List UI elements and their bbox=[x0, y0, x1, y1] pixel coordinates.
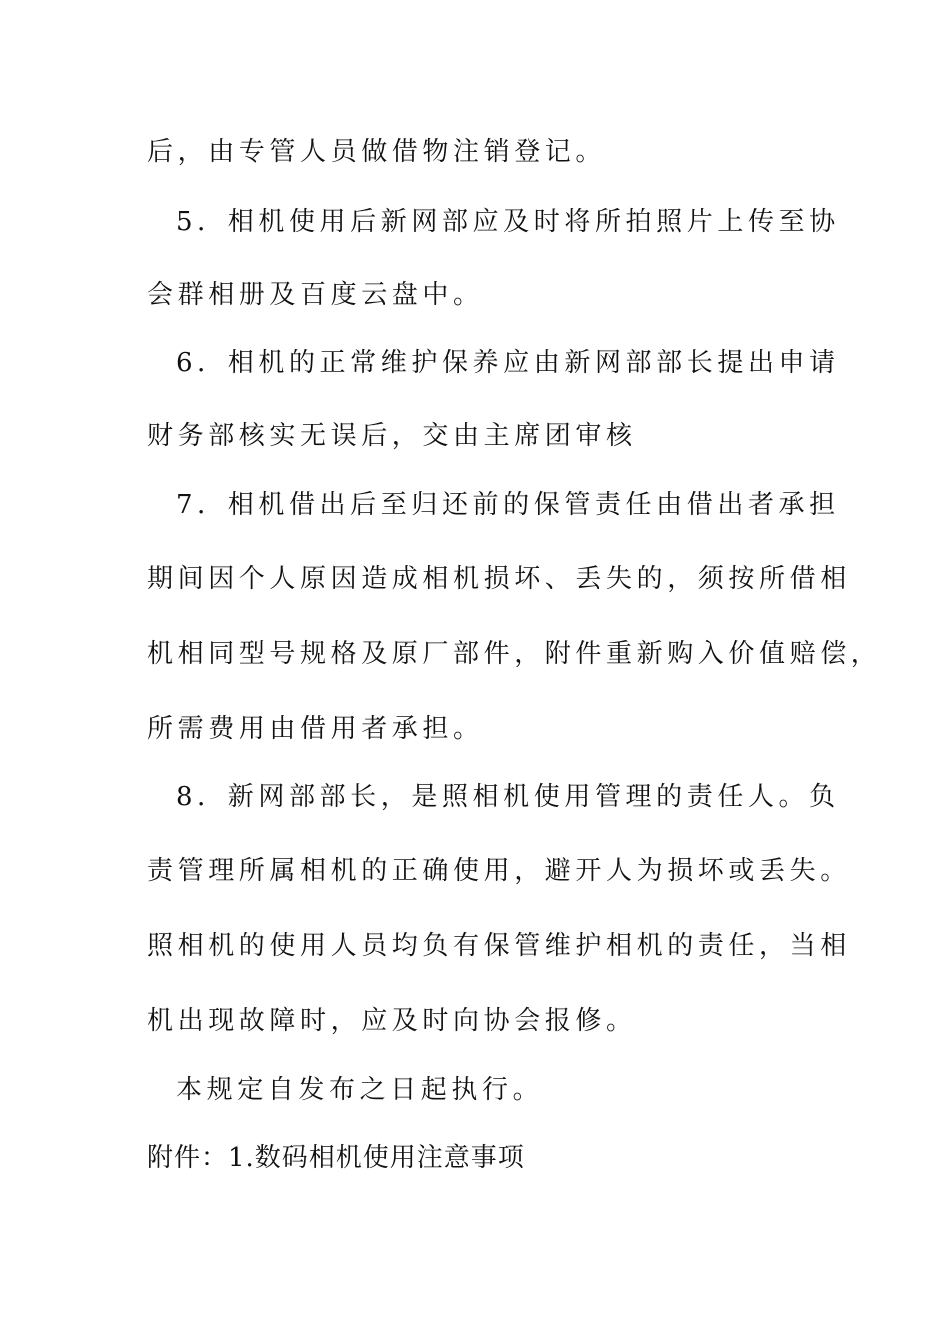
attachment-line: 附件：1.数码相机使用注意事项 bbox=[147, 1143, 525, 1173]
item-7-line-2: 期间因个人原因造成相机损坏、丢失的，须按所借相 bbox=[147, 564, 851, 594]
item-8-line-3: 照相机的使用人员均负有保管维护相机的责任，当相 bbox=[147, 931, 851, 961]
item-6-line-2: 财务部核实无误后，交由主席团审核 bbox=[147, 421, 637, 451]
item-6-line-1: 6．相机的正常维护保养应由新网部部长提出申请 bbox=[176, 348, 840, 378]
item-5-line-1: 5．相机使用后新网部应及时将所拍照片上传至协 bbox=[176, 207, 840, 237]
item-8-line-2: 责管理所属相机的正确使用，避开人为损坏或丢失。 bbox=[147, 856, 851, 886]
item-8-line-1: 8．新网部部长，是照相机使用管理的责任人。负 bbox=[176, 782, 840, 812]
text-line-1: 后，由专管人员做借物注销登记。 bbox=[147, 137, 607, 167]
effective-statement: 本规定自发布之日起执行。 bbox=[176, 1075, 544, 1105]
item-7-line-3: 机相同型号规格及原厂部件，附件重新购入价值赔偿， bbox=[147, 639, 882, 669]
item-5-line-2: 会群相册及百度云盘中。 bbox=[147, 280, 484, 310]
item-7-line-4: 所需费用由借用者承担。 bbox=[147, 714, 484, 744]
item-8-line-4: 机出现故障时，应及时向协会报修。 bbox=[147, 1006, 637, 1036]
item-7-line-1: 7．相机借出后至归还前的保管责任由借出者承担 bbox=[176, 490, 840, 520]
